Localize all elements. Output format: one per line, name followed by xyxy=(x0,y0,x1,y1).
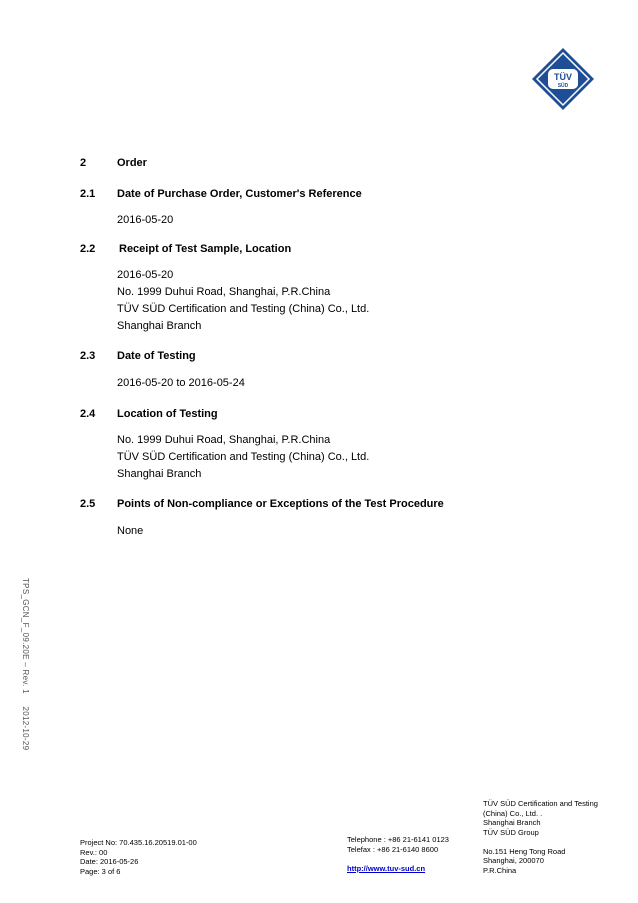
section-title: Date of Testing xyxy=(117,350,196,362)
company-line: (China) Co., Ltd. . xyxy=(483,808,543,818)
tuv-sud-logo xyxy=(531,47,595,111)
receipt-branch: Shanghai Branch xyxy=(117,320,202,332)
logo-sub: SÜD xyxy=(557,83,569,89)
section-number: 2.2 xyxy=(80,243,96,255)
section-number: 2.1 xyxy=(80,188,96,200)
address-line: No.151 Heng Tong Road xyxy=(483,846,566,856)
order-date: 2016-05-20 xyxy=(117,214,174,226)
address-line: Shanghai, 200070 xyxy=(483,856,544,865)
company-line: TÜV SÜD Certification and Testing xyxy=(483,799,598,808)
footer-company xyxy=(483,799,598,875)
section-number: 2.4 xyxy=(80,408,96,420)
testing-company: TÜV SÜD Certification and Testing (China) Co., Ltd. xyxy=(117,451,370,463)
noncompliance-value: None xyxy=(117,525,144,537)
company-line: TÜV SÜD Group xyxy=(483,827,539,837)
address-line: P.R.China xyxy=(483,865,517,875)
section-title: Location of Testing xyxy=(117,408,218,420)
logo-brand: TÜV xyxy=(554,72,572,82)
section-number: 2.3 xyxy=(80,350,96,362)
testing-dates: 2016-05-20 to 2016-05-24 xyxy=(117,377,245,389)
form-reference: TPS_GCN_F_09.20E – Rev. 1 2012-10-29 xyxy=(21,578,30,751)
report-date: Date: 2016-05-26 xyxy=(80,857,139,866)
section-title: Order xyxy=(117,157,147,169)
receipt-date: 2016-05-20 xyxy=(117,269,174,281)
footer-contact xyxy=(347,835,449,873)
testing-address: No. 1999 Duhui Road, Shanghai, P.R.China xyxy=(117,434,331,446)
project-number: Project No: 70.435.16.20519.01-00 xyxy=(80,838,197,847)
telefax: Telefax : +86 21-6140 8600 xyxy=(347,844,439,854)
footer-project-info xyxy=(80,838,197,876)
telephone: Telephone : +86 21-6141 0123 xyxy=(347,835,449,844)
revision: Rev.: 00 xyxy=(80,847,108,857)
section-number: 2 xyxy=(80,157,87,169)
receipt-company: TÜV SÜD Certification and Testing (China) Co., Ltd. xyxy=(117,303,370,315)
testing-branch: Shanghai Branch xyxy=(117,468,202,480)
section-title: Points of Non-compliance or Exceptions of the Test Procedure xyxy=(117,498,444,510)
receipt-address: No. 1999 Duhui Road, Shanghai, P.R.China xyxy=(117,286,331,298)
section-number: 2.5 xyxy=(80,498,96,510)
company-line: Shanghai Branch xyxy=(483,818,541,827)
website-link[interactable]: http://www.tuv-sud.cn xyxy=(347,863,426,873)
page-number: Page: 3 of 6 xyxy=(80,866,121,876)
section-title: Date of Purchase Order, Customer's Reference xyxy=(117,188,362,200)
section-title: Receipt of Test Sample, Location xyxy=(119,243,292,255)
